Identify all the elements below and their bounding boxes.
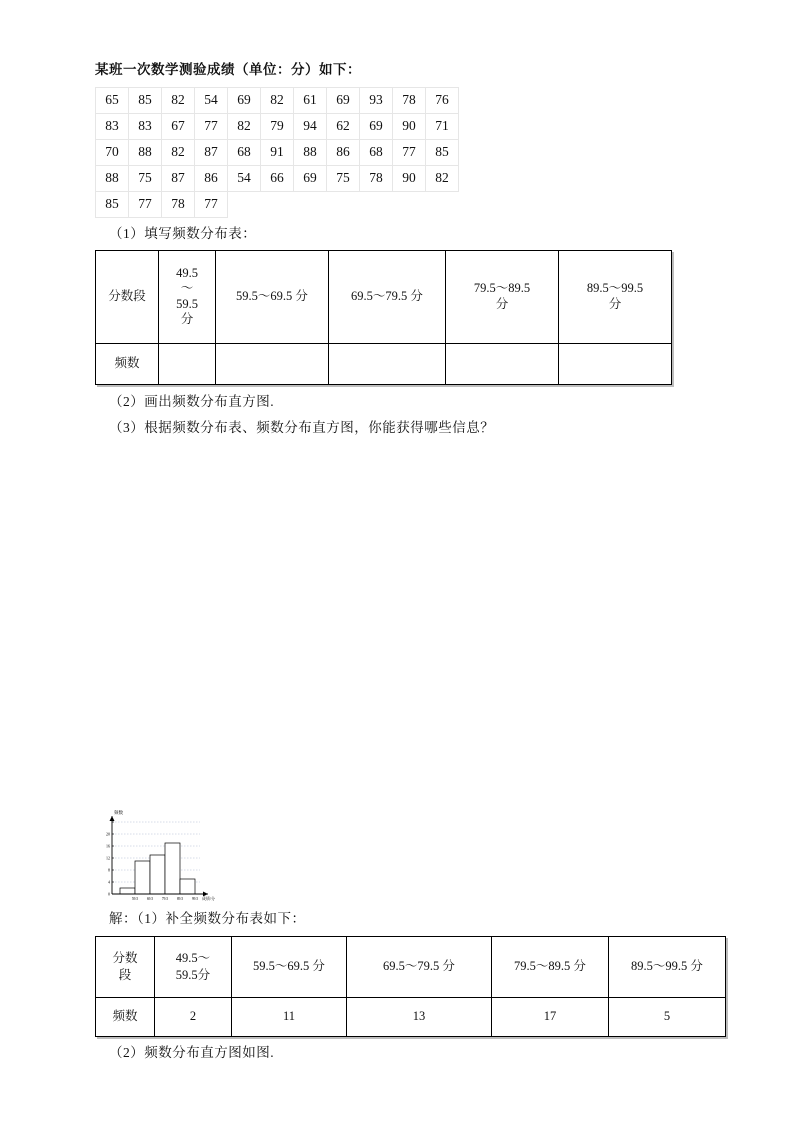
svg-text:4: 4 (108, 879, 110, 885)
score-cell: 78 (162, 191, 195, 217)
col1-line3: 59.5 (176, 296, 198, 311)
score-cell: 65 (96, 87, 129, 113)
table-row (96, 343, 672, 384)
score-cell: 77 (393, 139, 426, 165)
score-cell: 83 (96, 113, 129, 139)
frequency-blank-cell-2[interactable] (216, 343, 329, 384)
score-cell: 69 (228, 87, 261, 113)
document-body (95, 60, 715, 1064)
table-row (96, 997, 726, 1036)
column-header-3: 69.5～79.5 分 (347, 936, 492, 997)
score-cell: 62 (327, 113, 360, 139)
anscol1-line1: 49.5～ (175, 951, 211, 966)
y-axis-label: 频数 (114, 810, 123, 815)
x-axis-label: 成绩/分 (201, 896, 215, 901)
histogram-svg (90, 808, 220, 904)
frequency-blank-cell-1[interactable] (159, 343, 216, 384)
score-cell: 88 (96, 165, 129, 191)
column-header-3: 69.5～79.5 分 (329, 250, 446, 343)
rowlabel-line1: 分数 (112, 951, 138, 966)
score-cell: 93 (360, 87, 393, 113)
frequency-value-1: 2 (155, 997, 232, 1036)
problem-intro: 某班一次数学测验成绩（单位：分）如下： (95, 62, 361, 77)
answer-note: （2）频数分布直方图如图. (109, 1044, 275, 1060)
frequency-value-3: 13 (347, 997, 492, 1036)
score-cell: 85 (129, 87, 162, 113)
score-cell: 82 (426, 165, 459, 191)
table-row (96, 165, 459, 191)
score-cell: 77 (129, 191, 162, 217)
answer-intro: 解：（1）补全频数分布表如下： (109, 910, 306, 926)
score-cell: 69 (360, 113, 393, 139)
table-row (96, 113, 459, 139)
col5-line1: 89.5～99.5 (586, 281, 644, 296)
score-cell: 91 (261, 139, 294, 165)
score-cell: 79 (261, 113, 294, 139)
score-cell-empty (261, 191, 294, 217)
score-cell: 67 (162, 113, 195, 139)
score-cell: 78 (393, 87, 426, 113)
table-row (96, 87, 459, 113)
score-cell: 54 (228, 165, 261, 191)
col4-line2: 分 (495, 296, 509, 311)
score-cell: 68 (360, 139, 393, 165)
score-cell: 82 (162, 87, 195, 113)
column-header-1 (155, 936, 232, 997)
score-cell: 83 (129, 113, 162, 139)
score-cell: 82 (228, 113, 261, 139)
svg-text:79.5: 79.5 (161, 897, 169, 901)
frequency-blank-cell-4[interactable] (446, 343, 559, 384)
score-cell: 78 (360, 165, 393, 191)
score-data-grid (95, 87, 459, 218)
score-cell: 87 (162, 165, 195, 191)
rowlabel-line2: 段 (118, 967, 132, 982)
column-header-2: 59.5～69.5 分 (232, 936, 347, 997)
col4-line1: 79.5～89.5 (473, 281, 531, 296)
score-cell-empty (393, 191, 426, 217)
svg-text:16: 16 (106, 843, 110, 849)
score-cell-empty (360, 191, 393, 217)
score-cell: 85 (426, 139, 459, 165)
score-cell: 66 (261, 165, 294, 191)
column-header-5 (559, 250, 672, 343)
answer-frequency-table (95, 936, 726, 1037)
svg-text:20: 20 (106, 831, 110, 837)
score-cell: 54 (195, 87, 228, 113)
score-cell: 86 (195, 165, 228, 191)
score-cell: 88 (294, 139, 327, 165)
blank-frequency-table (95, 250, 672, 385)
svg-text:8: 8 (108, 867, 110, 873)
question-2: （2）画出频数分布直方图. (109, 393, 275, 409)
score-cell: 87 (195, 139, 228, 165)
score-cell: 82 (162, 139, 195, 165)
col1-line4: 分 (180, 312, 194, 327)
frequency-blank-cell-5[interactable] (559, 343, 672, 384)
frequency-value-2: 11 (232, 997, 347, 1036)
score-cell-empty (228, 191, 261, 217)
column-header-1 (159, 250, 216, 343)
score-cell: 71 (426, 113, 459, 139)
score-cell: 76 (426, 87, 459, 113)
col5-line2: 分 (608, 296, 622, 311)
score-cell: 61 (294, 87, 327, 113)
score-cell: 75 (327, 165, 360, 191)
score-cell-empty (426, 191, 459, 217)
anscol1-line2: 59.5分 (175, 967, 211, 982)
score-cell: 94 (294, 113, 327, 139)
frequency-histogram (90, 808, 220, 904)
svg-text:99.5: 99.5 (191, 897, 199, 901)
column-header-5: 89.5～99.5 分 (609, 936, 726, 997)
score-cell: 69 (327, 87, 360, 113)
frequency-value-5: 5 (609, 997, 726, 1036)
score-cell-empty (327, 191, 360, 217)
column-header-4 (446, 250, 559, 343)
frequency-value-4: 17 (492, 997, 609, 1036)
svg-text:59.5: 59.5 (131, 897, 139, 901)
question-1: （1）填写频数分布表： (109, 225, 257, 241)
col1-line2: ～ (180, 281, 194, 296)
svg-text:0: 0 (108, 891, 110, 897)
row-label-frequency: 频数 (96, 343, 159, 384)
score-cell: 88 (129, 139, 162, 165)
score-cell: 90 (393, 113, 426, 139)
frequency-blank-cell-3[interactable] (329, 343, 446, 384)
row-label-score-range (96, 936, 155, 997)
svg-text:12: 12 (106, 855, 110, 861)
row-label-score-range: 分数段 (96, 250, 159, 343)
score-cell: 90 (393, 165, 426, 191)
row-label-frequency: 频数 (96, 997, 155, 1036)
score-cell-empty (294, 191, 327, 217)
question-3: （3）根据频数分布表、频数分布直方图，你能获得哪些信息？ (109, 419, 495, 435)
svg-text:89.5: 89.5 (176, 897, 184, 901)
table-row (96, 250, 672, 343)
score-cell: 77 (195, 113, 228, 139)
table-row (96, 191, 459, 217)
score-cell: 86 (327, 139, 360, 165)
table-row (96, 139, 459, 165)
table-row (96, 936, 726, 997)
score-cell: 69 (294, 165, 327, 191)
score-cell: 82 (261, 87, 294, 113)
svg-text:69.5: 69.5 (146, 897, 154, 901)
column-header-2: 59.5～69.5 分 (216, 250, 329, 343)
col1-line1: 49.5 (176, 265, 198, 280)
score-cell: 77 (195, 191, 228, 217)
column-header-4: 79.5～89.5 分 (492, 936, 609, 997)
score-cell: 68 (228, 139, 261, 165)
score-cell: 70 (96, 139, 129, 165)
score-cell: 75 (129, 165, 162, 191)
score-cell: 85 (96, 191, 129, 217)
